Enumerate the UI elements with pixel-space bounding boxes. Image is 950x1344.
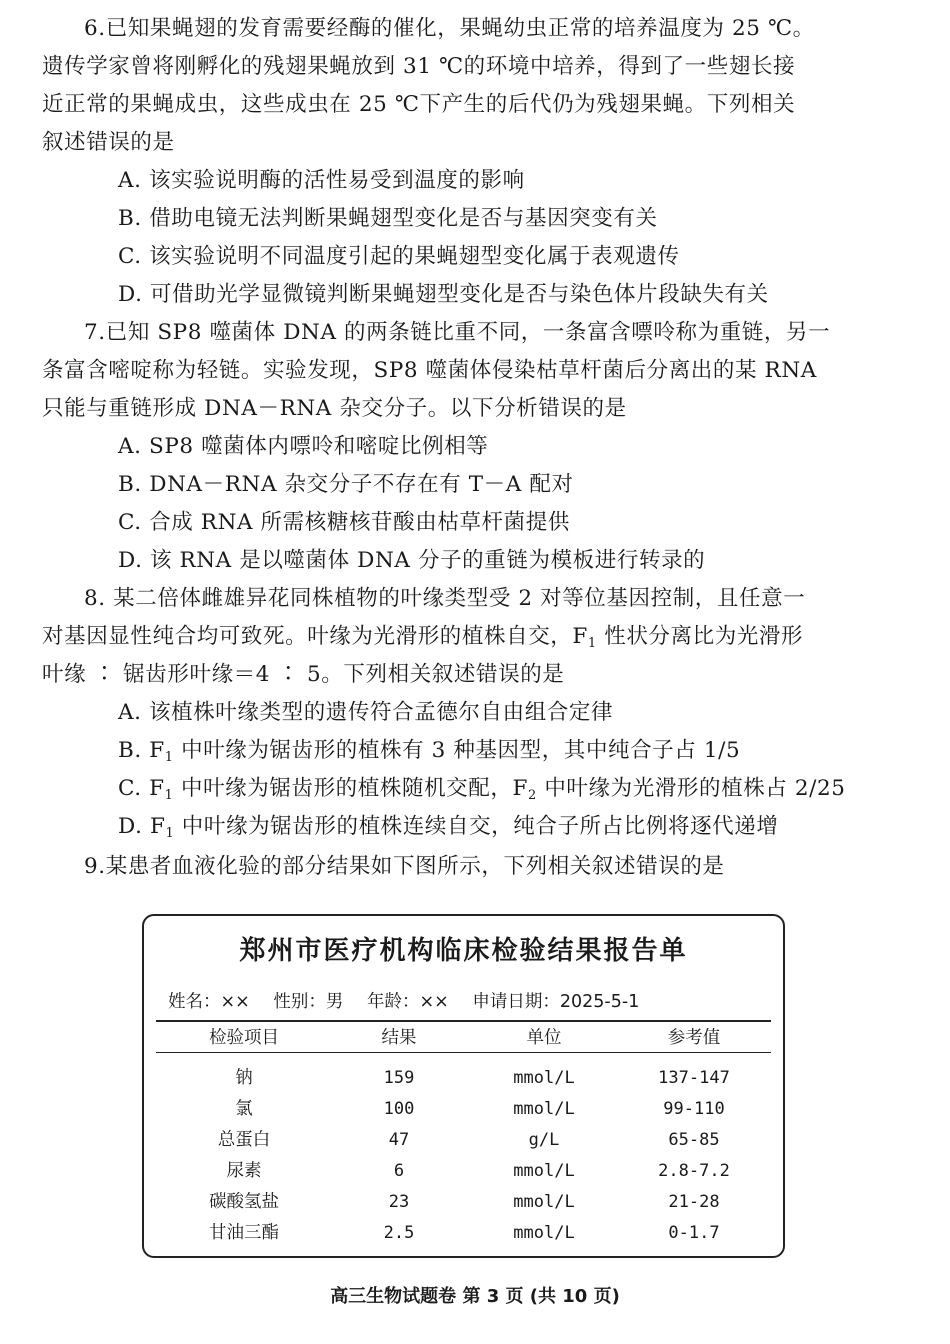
q7-stem-line-3: 只能与重链形成 DNA－RNA 杂交分子。以下分析错误的是 xyxy=(42,396,627,421)
page-footer: 高三生物试题卷 第 3 页 (共 10 页) xyxy=(330,1286,620,1307)
row-reference: 21-28 xyxy=(668,1192,720,1212)
q7-option-d: D. 该 RNA 是以噬菌体 DNA 分子的重链为模板进行转录的 xyxy=(118,548,706,573)
q7-option-c: C. 合成 RNA 所需核糖核苷酸由枯草杆菌提供 xyxy=(118,510,570,535)
report-meta xyxy=(168,988,657,1013)
q8-option-c: C. $F_1$ 中叶缘为锯齿形的植株随机交配，$F_2$ 中叶缘为光滑形的植株占 2/25 xyxy=(118,776,846,803)
request-date: 申请日期：2025-5-1 xyxy=(472,992,640,1012)
row-item: 碳酸氢盐 xyxy=(209,1192,279,1212)
row-result: 100 xyxy=(383,1099,415,1119)
row-result: 47 xyxy=(388,1130,410,1150)
row-result: 159 xyxy=(383,1068,415,1088)
row-item: 甘油三酯 xyxy=(209,1223,279,1243)
q9-stem: 9.某患者血液化验的部分结果如下图所示，下列相关叙述错误的是 xyxy=(84,854,725,879)
q6-stem-line-4: 叙述错误的是 xyxy=(42,130,175,155)
q8-option-d: D. $F_1$ 中叶缘为锯齿形的植株连续自交，纯合子所占比例将逐代递增 xyxy=(118,814,779,841)
row-result: 6 xyxy=(393,1161,405,1181)
row-item: 尿素 xyxy=(226,1161,262,1181)
q6-option-c: C. 该实验说明不同温度引起的果蝇翅型变化属于表观遗传 xyxy=(118,244,680,269)
row-reference: 137-147 xyxy=(658,1068,730,1088)
row-unit: mmol/L xyxy=(513,1223,575,1243)
row-reference: 0-1.7 xyxy=(668,1223,720,1243)
row-unit: mmol/L xyxy=(513,1192,575,1212)
row-reference: 2.8-7.2 xyxy=(658,1161,730,1181)
report-title: 郑州市医疗机构临床检验结果报告单 xyxy=(239,936,688,966)
row-item: 钠 xyxy=(235,1068,253,1088)
q6-option-d: D. 可借助光学显微镜判断果蝇翅型变化是否与染色体片段缺失有关 xyxy=(118,282,769,307)
q7-option-a: A. SP8 噬菌体内嘌呤和嘧啶比例相等 xyxy=(118,434,489,459)
row-unit: g/L xyxy=(528,1130,560,1150)
header-item: 检验项目 xyxy=(209,1028,279,1048)
row-result: 23 xyxy=(388,1192,410,1212)
row-item: 总蛋白 xyxy=(217,1130,271,1150)
row-result: 2.5 xyxy=(383,1223,415,1243)
lab-report xyxy=(142,914,785,1258)
q6-option-b: B. 借助电镜无法判断果蝇翅型变化是否与基因突变有关 xyxy=(118,206,658,231)
q8-stem-line-1: 8. 某二倍体雌雄异花同株植物的叶缘类型受 2 对等位基因控制，且任意一 xyxy=(84,586,806,611)
q6-stem-line-2: 遗传学家曾将刚孵化的残翅果蝇放到 31 ℃的环境中培养，得到了一些翅长接 xyxy=(42,54,796,79)
row-unit: mmol/L xyxy=(513,1099,575,1119)
row-reference: 99-110 xyxy=(663,1099,725,1119)
q7-stem-line-1: 7.已知 SP8 噬菌体 DNA 的两条链比重不同，一条富含嘌呤称为重链，另一 xyxy=(84,320,831,345)
q6-option-a: A. 该实验说明酶的活性易受到温度的影响 xyxy=(118,168,525,193)
header-unit: 单位 xyxy=(526,1028,562,1048)
header-reference: 参考值 xyxy=(667,1028,721,1048)
row-item: 氯 xyxy=(235,1099,253,1119)
row-unit: mmol/L xyxy=(513,1161,575,1181)
table-top-rule xyxy=(156,1020,771,1022)
q7-stem-line-2: 条富含嘧啶称为轻链。实验发现，SP8 噬菌体侵染枯草杆菌后分离出的某 RNA xyxy=(42,358,817,383)
q8-stem-line-2: 对基因显性纯合均可致死。叶缘为光滑形的植株自交，$F_1$ 性状分离比为光滑形 xyxy=(42,624,804,651)
table-header-rule xyxy=(156,1052,771,1053)
patient-age: 年龄：×× xyxy=(366,992,449,1012)
q7-option-b: B. DNA－RNA 杂交分子不存在有 T－A 配对 xyxy=(118,472,574,497)
q8-option-b: B. $F_1$ 中叶缘为锯齿形的植株有 3 种基因型，其中纯合子占 1/5 xyxy=(118,738,741,765)
q6-stem-line-1: 6.已知果蝇翅的发育需要经酶的催化，果蝇幼虫正常的培养温度为 25 ℃。 xyxy=(84,16,815,41)
header-result: 结果 xyxy=(381,1028,417,1048)
row-unit: mmol/L xyxy=(513,1068,575,1088)
patient-name: 姓名：×× xyxy=(168,992,250,1012)
q8-option-a: A. 该植株叶缘类型的遗传符合孟德尔自由组合定律 xyxy=(118,700,614,725)
q8-stem-line-3: 叶缘 ∶ 锯齿形叶缘＝4 ∶ 5。下列相关叙述错误的是 xyxy=(42,662,565,687)
row-reference: 65-85 xyxy=(668,1130,720,1150)
patient-gender: 性别：男 xyxy=(273,992,344,1012)
q6-stem-line-3: 近正常的果蝇成虫，这些成虫在 25 ℃下产生的后代仍为残翅果蝇。下列相关 xyxy=(42,92,796,117)
